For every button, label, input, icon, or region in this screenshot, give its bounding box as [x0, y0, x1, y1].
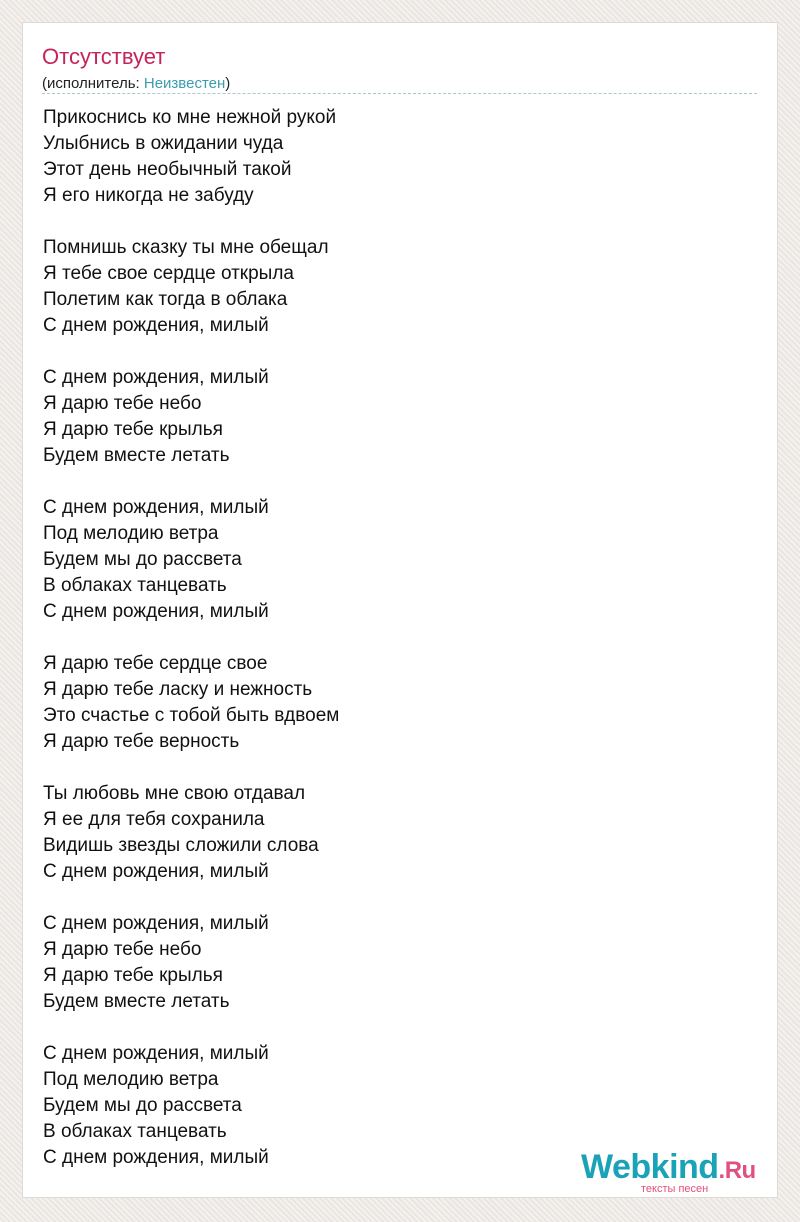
lyrics-line: Под мелодию ветра [43, 523, 219, 544]
lyrics-stanza [43, 651, 743, 755]
lyrics-line: Видишь звезды сложили слова [43, 835, 319, 856]
lyrics-line: Я дарю тебе крылья [43, 965, 223, 986]
logo-main-text: Webkind [581, 1148, 719, 1186]
lyrics-line: Я дарю тебе верность [43, 731, 240, 752]
lyrics-stanza [43, 365, 743, 469]
lyrics-line: Полетим как тогда в облака [43, 289, 288, 310]
lyrics-line: Я тебе свое сердце открыла [43, 263, 294, 284]
divider [42, 93, 757, 94]
lyrics-line: Прикоснись ко мне нежной рукой [43, 107, 337, 128]
lyrics-line: Я дарю тебе небо [43, 393, 202, 414]
lyrics-line: Будем вместе летать [43, 991, 230, 1012]
webkind-logo[interactable] [581, 1147, 771, 1195]
logo-suffix: .Ru [718, 1157, 756, 1184]
lyrics-line: Я дарю тебе ласку и нежность [43, 679, 313, 700]
lyrics-card [22, 22, 778, 1198]
lyrics-line: Я дарю тебе сердце свое [43, 653, 268, 674]
artist-suffix: ) [225, 75, 231, 92]
lyrics-stanza [43, 495, 743, 625]
lyrics-line: Я дарю тебе крылья [43, 419, 223, 440]
lyrics-line: В облаках танцевать [43, 1121, 227, 1142]
artist-link[interactable]: Неизвестен [143, 75, 226, 92]
lyrics-stanza [43, 235, 743, 339]
lyrics-line: Будем вместе летать [43, 445, 230, 466]
lyrics-stanza [43, 911, 743, 1015]
lyrics-body [43, 105, 743, 1171]
logo-tagline: тексты песен [641, 1183, 709, 1195]
lyrics-line: С днем рождения, милый [43, 861, 269, 882]
artist-line [42, 74, 230, 94]
lyrics-line: Улыбнись в ожидании чуда [43, 133, 284, 154]
lyrics-line: Помнишь сказку ты мне обещал [43, 237, 329, 258]
lyrics-line: С днем рождения, милый [43, 601, 269, 622]
lyrics-line: С днем рождения, милый [43, 367, 269, 388]
lyrics-stanza [43, 781, 743, 885]
lyrics-stanza [43, 105, 743, 209]
lyrics-line: Я дарю тебе небо [43, 939, 202, 960]
lyrics-line: Под мелодию ветра [43, 1069, 219, 1090]
song-title: Отсутствует [42, 44, 166, 69]
lyrics-line: С днем рождения, милый [43, 913, 269, 934]
lyrics-line: Я его никогда не забуду [43, 185, 254, 206]
lyrics-line: Я ее для тебя сохранила [43, 809, 265, 830]
lyrics-line: В облаках танцевать [43, 575, 227, 596]
lyrics-line: С днем рождения, милый [43, 315, 269, 336]
lyrics-line: С днем рождения, милый [43, 1147, 269, 1168]
lyrics-line: Будем мы до рассвета [43, 549, 242, 570]
lyrics-line: С днем рождения, милый [43, 1043, 269, 1064]
lyrics-line: Это счастье с тобой быть вдвоем [43, 705, 340, 726]
lyrics-line: С днем рождения, милый [43, 497, 269, 518]
lyrics-line: Ты любовь мне свою отдавал [43, 783, 306, 804]
lyrics-line: Этот день необычный такой [43, 159, 292, 180]
artist-prefix: (исполнитель: [42, 75, 144, 92]
lyrics-line: Будем мы до рассвета [43, 1095, 242, 1116]
